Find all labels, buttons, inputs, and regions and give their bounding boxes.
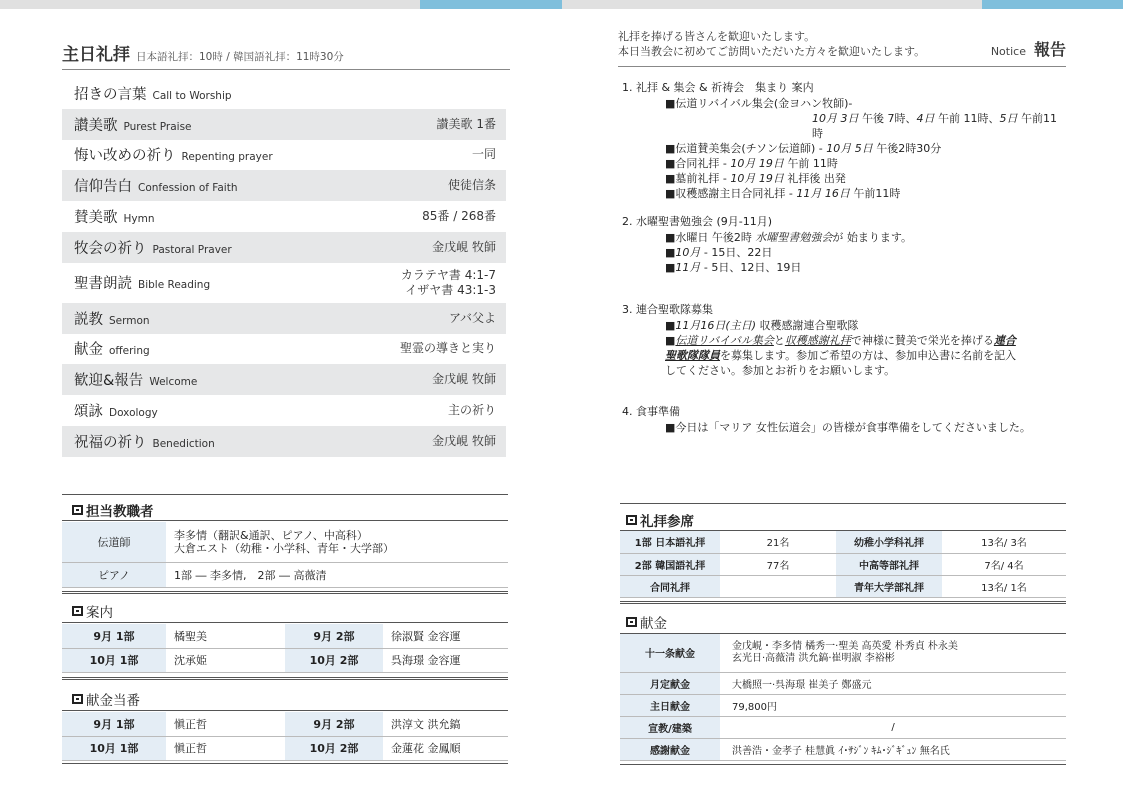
attendance-label: 青年大学部礼拝 — [836, 575, 942, 597]
duty-name: 愼正哲 — [166, 712, 285, 736]
date-em: 4日 — [916, 112, 935, 125]
duty-month: 9月 1部 — [62, 712, 166, 736]
attendance-top-rule — [620, 503, 1066, 504]
order-item-en: Confession of Faith — [138, 182, 238, 195]
table-row — [620, 553, 1066, 575]
order-row — [62, 395, 506, 426]
notice-heading-2: 2. 水曜聖書勉強会 (9月-11月) — [622, 215, 773, 228]
text-run: - 5日、12日、19日 — [700, 261, 802, 274]
offering-bottom-rule — [620, 764, 1066, 765]
order-item-en: Purest Praise — [123, 120, 192, 133]
notice-line: ■10月 - 15日、22日 — [665, 246, 773, 259]
date-em: 10月 19日 — [730, 157, 784, 170]
order-row — [62, 170, 506, 201]
order-item-en: Bible Reading — [138, 279, 211, 292]
offering-duty-table — [62, 712, 508, 761]
notice-line — [622, 141, 1062, 156]
order-item-jp: 賛美歌 — [74, 210, 118, 227]
order-item-detail: 金戊峴 牧師 — [432, 239, 496, 254]
notice-label-en: Notice — [990, 45, 1026, 58]
date-em: 11月16日(主日) — [675, 319, 756, 332]
notice-heading — [991, 37, 1066, 60]
table-row — [620, 694, 1066, 716]
offering-amount: 79,800円 — [720, 694, 1066, 716]
notice-line — [622, 156, 1062, 171]
offering-label: 十一条献金 — [620, 634, 720, 672]
order-item-detail: 使徒信条 — [447, 178, 496, 193]
notice-line: ■伝道リバイバル集会(金ヨハン牧師)- — [665, 97, 853, 110]
notice-item — [622, 404, 1062, 435]
text-run: と — [773, 334, 785, 347]
order-item-jp: 信仰告白 — [74, 179, 132, 196]
guide-section-title — [72, 601, 113, 621]
order-item-en: Call to Worship — [152, 89, 232, 102]
offering-names: 洪善浩・金孝子 桂慧眞 ｲ･ｻｼﾞﾝ ｷﾑ･ｼﾞｷﾞｭﾝ 無名氏 — [720, 738, 1066, 760]
notice-item — [622, 214, 1062, 275]
text-run: ■墓前礼拝 - — [665, 172, 731, 185]
order-item-jp: 説教 — [74, 311, 103, 328]
attendance-label: 幼稚小学科礼拝 — [836, 531, 942, 553]
staff-line: 李多情（翻訳&通訳、ピアノ、中高科） — [174, 528, 368, 542]
order-row — [62, 140, 506, 171]
offering-names: / — [720, 716, 1066, 738]
text-run: ■伝道賛美集会(チソン伝道師) - — [665, 142, 827, 155]
emphasis: 聖歌隊隊員 — [665, 349, 720, 362]
order-item-jp: 悔い改めの祈り — [74, 148, 176, 165]
order-item-en: Repenting prayer — [181, 151, 273, 164]
offering-duty-bottom-rule — [62, 763, 508, 764]
notice-line: ■11月16日(主日) 収穫感謝連合聖歌隊 — [665, 319, 859, 332]
text-run: してください。参加とお祈りをお願いします。 — [665, 364, 896, 377]
order-item-jp: 献金 — [74, 342, 103, 359]
duty-month: 9月 2部 — [285, 712, 383, 736]
offering-names: 大橋照一·呉海璟 崔美子 鄭盛元 — [720, 672, 1066, 694]
service-title: 主日礼拝 — [62, 45, 130, 65]
attendance-count: 77名 — [720, 553, 836, 575]
duty-month: 10月 2部 — [285, 736, 383, 760]
order-row — [62, 303, 506, 334]
date-em: 10月 — [675, 246, 701, 259]
table-row — [62, 522, 508, 562]
offering-line: 玄光日·高薇清 洪允鎬·崔明淑 李裕彬 — [732, 652, 895, 664]
order-item-en: Hymn — [123, 213, 155, 226]
table-row — [620, 672, 1066, 694]
table-row — [62, 624, 508, 648]
order-item-detail: 金戊峴 牧師 — [432, 433, 496, 448]
order-item-detail: 一同 — [471, 147, 496, 162]
staff-bottom-rule — [62, 591, 508, 594]
attendance-count: 13名/ 1名 — [942, 575, 1066, 597]
guide-name: 呉海璟 金容運 — [383, 648, 508, 672]
order-item-detail: 金戊峴 牧師 — [432, 372, 496, 387]
guide-title-text: 案内 — [86, 605, 113, 621]
order-item-jp: 牧会の祈り — [74, 240, 147, 257]
offering-duty-title-text: 献金当番 — [86, 693, 140, 709]
attendance-section-title — [626, 510, 694, 530]
order-item-detail — [401, 268, 496, 298]
order-item-detail: 主の祈り — [447, 403, 496, 418]
order-item-jp: 讃美歌 — [74, 117, 118, 134]
emphasis: 連合 — [993, 334, 1016, 347]
scripture-line: カラテヤ書 4:1-7 — [400, 267, 496, 282]
text-run: 午前11時 — [812, 112, 1057, 140]
offering-duty-section-title — [72, 689, 140, 709]
guide-month: 10月 2部 — [285, 648, 383, 672]
emphasis: 収穫感謝礼拝 — [784, 334, 851, 347]
text-run: 午後 7時、 — [858, 112, 917, 125]
attendance-label: 中高等部礼拝 — [836, 553, 942, 575]
notice-heading-3: 3. 連合聖歌隊募集 — [622, 303, 713, 316]
attendance-label: 2部 韓国語礼拝 — [620, 553, 720, 575]
offering-label: 月定献金 — [620, 672, 720, 694]
table-row — [620, 634, 1066, 672]
duty-name: 洪淳文 洪允鎬 — [383, 712, 508, 736]
text-run: を募集します。参加ご希望の方は、参加申込書に名前を記入 — [720, 349, 1017, 362]
date-em: 11月 — [675, 261, 701, 274]
attendance-count: 13名/ 3名 — [942, 531, 1066, 553]
attendance-label: 合同礼拝 — [620, 575, 720, 597]
offering-label: 主日献金 — [620, 694, 720, 716]
attendance-bottom-rule — [620, 601, 1066, 604]
guide-name: 徐淑賢 金容運 — [383, 624, 508, 648]
duty-name: 金蓮花 金鳳順 — [383, 736, 508, 760]
staff-title-text: 担当教職者 — [86, 504, 154, 520]
order-item-en: Doxology — [109, 407, 158, 420]
guide-name: 沈承姫 — [166, 648, 285, 672]
order-row — [62, 263, 506, 303]
staff-header-rule — [62, 520, 508, 521]
welcome-line: 本日当教会に初めてご訪問いただいた方々を歓迎いたします。 — [618, 45, 926, 58]
section-box-icon — [626, 617, 637, 627]
text-run: 午前 11時、 — [934, 112, 1000, 125]
service-header — [62, 40, 510, 70]
staff-table — [62, 522, 508, 588]
notice-line — [622, 230, 1062, 245]
emphasis: 水曜聖書勉強会 — [755, 231, 833, 244]
order-item-jp: 祝福の祈り — [74, 434, 147, 451]
table-row — [62, 562, 508, 587]
order-row — [62, 201, 506, 232]
order-row — [62, 109, 506, 140]
notice-label-jp: 報告 — [1033, 40, 1066, 59]
date-em: 10月 5日 — [826, 142, 873, 155]
notice-heading-4: 4. 食事準備 — [622, 405, 680, 418]
duty-name: 愼正哲 — [166, 736, 285, 760]
notice-line: ■今日は「マリア 女性伝道会」の皆様が食事準備をしてくださいました。 — [665, 421, 1031, 434]
order-item-detail: 聖霊の導きと実り — [399, 341, 496, 356]
date-em: 10月 3日 — [812, 112, 859, 125]
text-run: 礼拝後 出発 — [783, 172, 846, 185]
guide-name: 橘聖美 — [166, 624, 285, 648]
offering-label: 宣教/建築 — [620, 716, 720, 738]
order-item-en: Welcome — [149, 376, 198, 389]
table-row — [620, 531, 1066, 553]
order-row — [62, 364, 506, 395]
section-box-icon — [72, 606, 83, 616]
date-em: 5日 — [999, 112, 1018, 125]
attendance-count: 21名 — [720, 531, 836, 553]
attendance-count — [720, 575, 836, 597]
guide-month: 9月 1部 — [62, 624, 166, 648]
table-row — [62, 712, 508, 736]
table-row — [620, 738, 1066, 760]
staff-value — [166, 522, 508, 562]
order-item-en: Sermon — [109, 314, 150, 327]
attendance-count: 7名/ 4名 — [942, 553, 1066, 575]
text-run: ■収穫感謝主日合同礼拝 - — [665, 187, 797, 200]
staff-label: ピアノ — [62, 562, 166, 587]
guide-month: 9月 2部 — [285, 624, 383, 648]
notice-item — [622, 80, 1062, 201]
order-item-jp: 聖書朗読 — [74, 276, 132, 293]
offering-duty-header-rule — [62, 710, 508, 711]
text-run: 午後2時30分 — [872, 142, 942, 155]
staff-label: 伝道師 — [62, 522, 166, 562]
notice-paragraph — [622, 333, 1062, 378]
guide-bottom-rule — [62, 677, 508, 680]
notice-item — [622, 302, 1062, 378]
notice-line: ■11月 - 5日、12日、19日 — [665, 261, 802, 274]
notice-line — [622, 111, 1062, 141]
scripture-line: イザヤ書 43:1-3 — [405, 282, 496, 297]
order-item-en: Benediction — [152, 437, 215, 450]
text-run: - 15日、22日 — [700, 246, 773, 259]
notice-line — [622, 186, 1062, 201]
section-box-icon — [626, 515, 637, 525]
order-item-jp: 歓迎&報告 — [74, 373, 144, 390]
date-em: 11月 16日 — [796, 187, 850, 200]
attendance-title-text: 礼拝参席 — [640, 514, 694, 530]
emphasis: 伝道リバイバル集会 — [675, 334, 774, 347]
order-item-jp: 頌詠 — [74, 404, 103, 421]
offering-section-title — [626, 612, 667, 632]
text-run: 収穫感謝連合聖歌隊 — [755, 319, 859, 332]
order-row — [62, 232, 506, 263]
offering-table — [620, 634, 1066, 761]
order-item-detail: アバ父よ — [448, 310, 496, 325]
offering-title-text: 献金 — [640, 616, 667, 632]
order-item-en: offering — [109, 345, 150, 358]
order-row — [62, 426, 506, 457]
service-times: 日本語礼拝：10時 / 韓国語礼拝：11時30分 — [136, 51, 344, 63]
attendance-table — [620, 531, 1066, 598]
guide-header-rule — [62, 622, 508, 623]
offering-line: 金戊峴・李多情 橘秀一·聖美 高英愛 朴秀貞 朴永美 — [732, 640, 958, 652]
notice-line — [622, 171, 1062, 186]
text-run: が 始まります。 — [832, 231, 913, 244]
text-run: ■ — [665, 334, 676, 347]
staff-value: 1部 ― 李多情, 2部 ― 高薇清 — [166, 562, 508, 587]
text-run: ■合同礼拝 - — [665, 157, 731, 170]
offering-names — [720, 634, 1066, 672]
table-row — [620, 575, 1066, 597]
section-box-icon — [72, 694, 83, 704]
staff-line: 大倉エスト（幼稚・小学科、青年・大学部） — [174, 541, 394, 555]
order-item-detail: 85番 / 268番 — [422, 209, 496, 224]
guide-month: 10月 1部 — [62, 648, 166, 672]
text-run: で神様に賛美で栄光を捧げる — [850, 334, 994, 347]
staff-top-rule — [62, 494, 508, 495]
duty-month: 10月 1部 — [62, 736, 166, 760]
order-row — [62, 334, 506, 365]
text-run: 午前 11時 — [783, 157, 838, 170]
text-run: 午前11時 — [849, 187, 901, 200]
welcome-message — [618, 29, 925, 59]
order-row — [62, 78, 506, 109]
guide-table — [62, 624, 508, 673]
welcome-line: 礼拝を捧げる皆さんを歓迎いたします。 — [618, 30, 816, 43]
order-item-detail: 讃美歌 1番 — [436, 116, 496, 131]
date-em: 10月 19日 — [730, 172, 784, 185]
notice-heading-1: 1. 礼拝 & 集会 & 祈祷会 集まり 案内 — [622, 81, 814, 94]
order-of-service — [62, 78, 506, 457]
text-run: ■水曜日 午後2時 — [665, 231, 756, 244]
staff-section-title — [72, 500, 154, 520]
order-item-en: Pastoral Praver — [152, 243, 232, 256]
attendance-label: 1部 日本語礼拝 — [620, 531, 720, 553]
table-row — [62, 736, 508, 760]
order-item-jp: 招きの言葉 — [74, 86, 147, 103]
table-row — [62, 648, 508, 672]
table-row — [620, 716, 1066, 738]
section-box-icon — [72, 505, 83, 515]
offering-label: 感謝献金 — [620, 738, 720, 760]
